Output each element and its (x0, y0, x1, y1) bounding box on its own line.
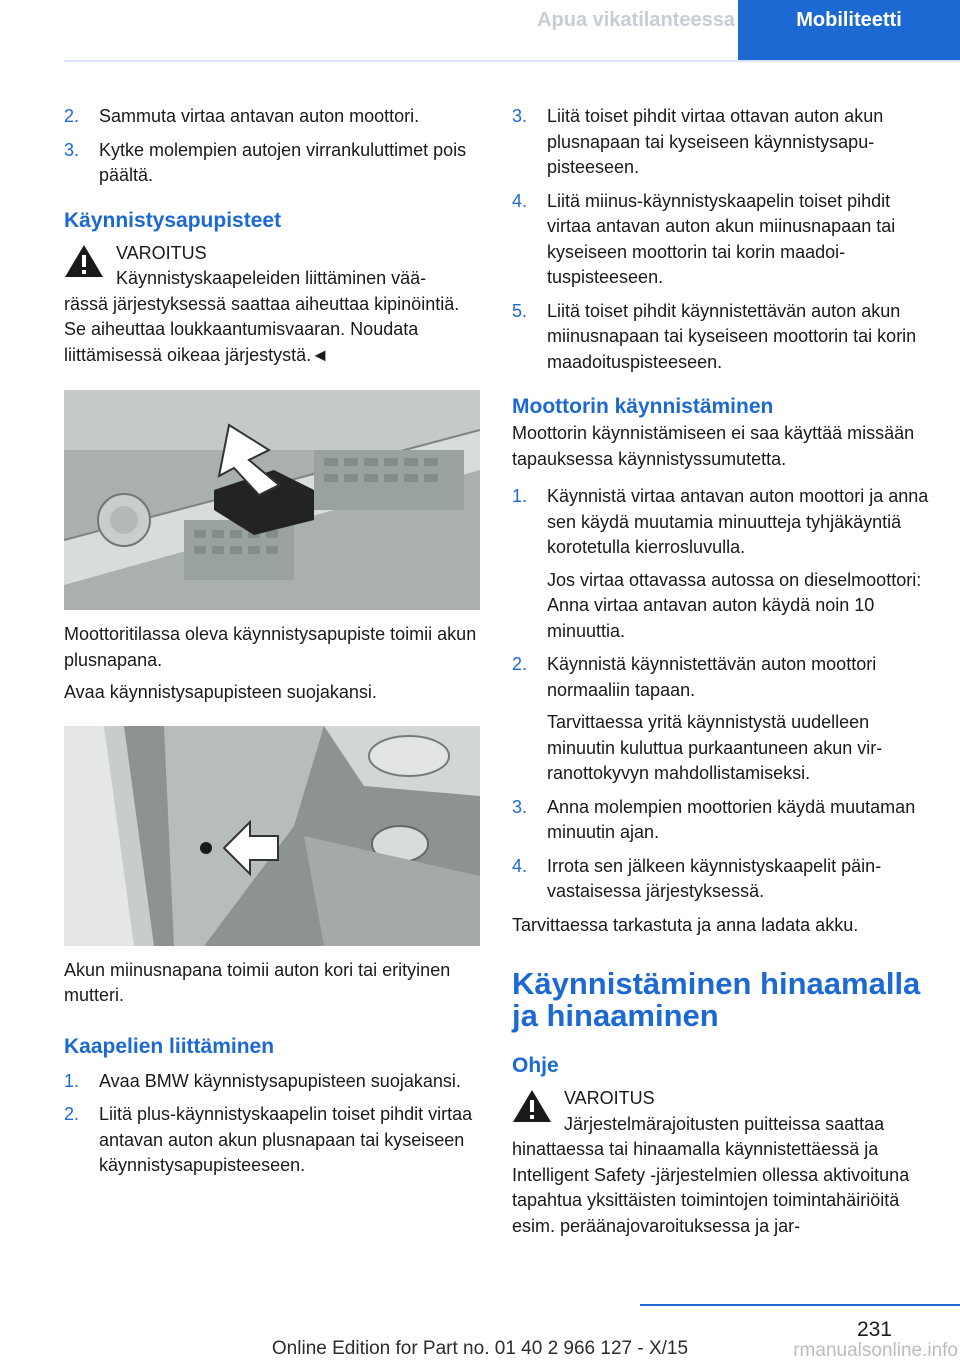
step-number: 4. (512, 190, 528, 211)
step-text: Sammuta virtaa antavan auton moottori. (99, 106, 420, 126)
list-item (512, 299, 930, 376)
warning-text: rässä järjestyksessä saattaa aiheuttaa kipinöintiä. Se aiheuttaa loukkaantumisvaaran. Noudata liittämisessä oikeaa järjestystä.◄ (64, 293, 460, 365)
warning-triangle-icon (64, 244, 104, 278)
warning-text-first: Käynnistyskaapeleiden liittäminen vää- (116, 268, 427, 288)
chapter-title-tow-start: Käynnistäminen hinaamalla ja hinaaminen (512, 966, 921, 1033)
engine-bay-ground-point-image (64, 726, 480, 946)
warning-text: hinattaessa tai hinaamalla käynnistettäessä ja Intelligent Safety -järjestelmien ollessa aktivoituna tapahtua yksittäisten toimintojen toimintahäiriöitä esim. peräänajovaroituksessa ja jar- (512, 1139, 910, 1236)
step-subtext: Tarvittaessa yritä käynnistystä uudelleen minuutin kuluttua purkaantuneen akun virranottokyvyn mahdollistamiseksi. (547, 712, 883, 783)
section-title-jump-points: Käynnistysapupisteet (64, 208, 282, 232)
list-item (64, 104, 480, 130)
list-item (512, 189, 930, 291)
footer-divider (640, 1304, 960, 1306)
step-number: 1. (64, 1070, 80, 1091)
step-subtext: Jos virtaa ottavassa autossa on dieselmoottori: Anna virtaa antavan auton käydä noin 10 minuuttia. (547, 569, 922, 641)
step-number: 1. (512, 486, 528, 506)
section-title-starting-engine: Moottorin käynnistäminen (512, 395, 774, 418)
closing-text: Tarvittaessa tarkastuta ja anna ladata akku. (512, 914, 859, 935)
step-number: 4. (512, 855, 528, 876)
step-number: 3. (512, 106, 528, 126)
list-item (512, 795, 930, 846)
step-number: 2. (64, 106, 80, 126)
step-text: Liitä plus-käynnistyskaapelin toiset pihdit virtaa antavan auton akun plusnapaan tai kyseiseen käynnistysapupisteeseen. (99, 1104, 473, 1175)
watermark-text: rmanualsonline.info (793, 1340, 958, 1361)
right-column (512, 104, 930, 1239)
figure1-caption2: Avaa käynnistysapupisteen suojakansi. (64, 682, 377, 702)
section-title-connecting-cables: Kaapelien liittäminen (64, 1034, 275, 1058)
warning-text-first: Järjestelmärajoitusten puitteissa saattaa (564, 1113, 885, 1134)
list-item (64, 1102, 480, 1179)
steps-list-top-right (512, 104, 930, 375)
section-title-note: Ohje (512, 1054, 559, 1077)
edition-footer: Online Edition for Part no. 01 40 2 966 127 - X/15 (271, 1338, 689, 1359)
step-text: Liitä toiset pihdit virtaa ottavan auton akun plusnapaan tai kyseiseen käynnistysapupisteeseen. (547, 106, 884, 177)
warning-label: VAROITUS (564, 1088, 655, 1108)
list-item (512, 104, 930, 181)
list-item (64, 1069, 480, 1095)
step-text: Liitä miinus-käynnistyskaapelin toiset pihdit virtaa antavan auton akun miinusnapaan tai kyseiseen moottorin tai korin maadoituspisteeseen. (547, 190, 896, 287)
page-header (534, 0, 960, 62)
warning-box (64, 241, 480, 369)
list-item (512, 652, 930, 787)
figure1-caption: Moottoritilassa oleva käynnistysapupiste toimii akun plusnapana. (64, 624, 477, 670)
left-column (64, 104, 480, 1187)
steps-list-bottom-left (64, 1069, 480, 1179)
section-tab[interactable]: Apua vikatilanteessa (534, 0, 738, 62)
warning-label: VAROITUS (116, 242, 207, 263)
list-item (64, 138, 480, 189)
step-number: 5. (512, 300, 528, 321)
step-number: 3. (512, 796, 528, 817)
step-text: Avaa BMW käynnistysapupisteen suojakansi. (99, 1070, 461, 1091)
steps-list-top-left (64, 104, 480, 189)
warning-box (512, 1086, 930, 1239)
step-text: Käynnistä virtaa antavan auton moottori ja anna sen käydä muutamia minuutteja tyhjäkäyntiä korotetulla kierrosluvulla. (547, 486, 929, 557)
steps-list-start (512, 484, 930, 905)
page-number: 231 (856, 1318, 892, 1341)
step-text: Liitä toiset pihdit käynnistettävän auton akun miinusnapaan tai kyseiseen moottorin tai korin maadoituspisteeseen. (547, 300, 917, 372)
chapter-tab[interactable]: Mobiliteetti (738, 0, 960, 62)
step-number: 2. (64, 1104, 80, 1124)
list-item (512, 854, 930, 905)
starting-intro: Moottorin käynnistämiseen ei saa käyttää missään tapauksessa käynnistyssumutetta. (512, 423, 915, 469)
step-text: Irrota sen jälkeen käynnistyskaapelit päinvastaisessa järjestyksessä. (547, 855, 882, 901)
step-text: Anna molempien moottorien käydä muutaman minuutin ajan. (547, 796, 916, 842)
figure2-caption: Akun miinusnapana toimii auton kori tai erityinen mutteri. (64, 959, 451, 1005)
step-number: 2. (512, 654, 528, 674)
list-item (512, 484, 930, 644)
step-number: 3. (64, 139, 80, 160)
header-divider (64, 60, 960, 62)
step-text: Käynnistä käynnistettävän auton moottori normaaliin tapaan. (547, 654, 877, 700)
step-text: Kytke molempien autojen virrankuluttimet pois päältä. (99, 139, 467, 185)
engine-bay-jump-point-image (64, 390, 480, 610)
warning-triangle-icon (512, 1089, 552, 1123)
